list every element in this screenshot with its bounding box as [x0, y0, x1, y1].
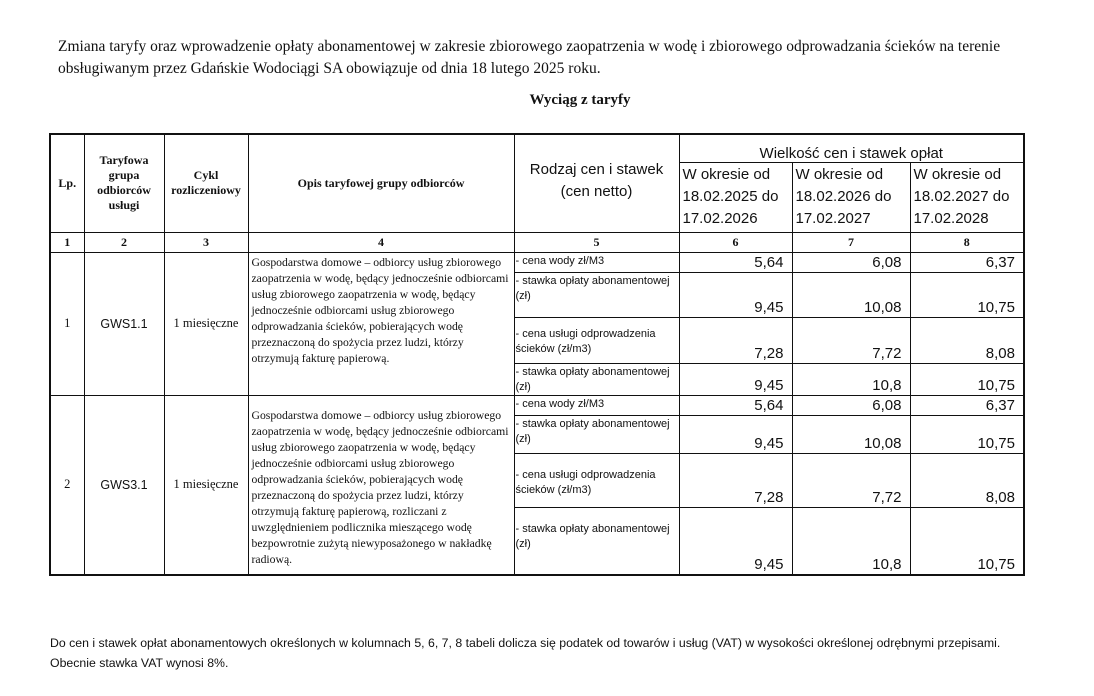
header-lp: Lp. [50, 134, 84, 232]
rate-value-period-3: 10,75 [910, 507, 1024, 575]
row-group: GWS1.1 [84, 252, 164, 395]
col-number: 7 [792, 232, 910, 252]
row-group: GWS3.1 [84, 395, 164, 575]
col-number: 3 [164, 232, 248, 252]
rate-value-period-1: 5,64 [679, 395, 792, 415]
document-title: Wyciąg z taryfy [529, 92, 631, 108]
row-cycle: 1 miesięczne [164, 395, 248, 575]
header-description: Opis taryfowej grupy odbiorców [248, 134, 514, 232]
rate-name: - stawka opłaty abonamentowej (zł) [514, 363, 679, 395]
rate-value-period-1: 9,45 [679, 507, 792, 575]
row-cycle: 1 miesięczne [164, 252, 248, 395]
header-rate-kind: Rodzaj cen i stawek (cen netto) [514, 134, 679, 232]
rate-value-period-1: 7,28 [679, 317, 792, 363]
header-cycle: Cykl rozliczeniowy [164, 134, 248, 232]
row-lp: 2 [50, 395, 84, 575]
rate-value-period-3: 8,08 [910, 317, 1024, 363]
col-number: 1 [50, 232, 84, 252]
rate-value-period-3: 6,37 [910, 252, 1024, 272]
rate-value-period-1: 9,45 [679, 415, 792, 453]
row-description: Gospodarstwa domowe – odbiorcy usług zbiorowego zaopatrzenia w wodę, będący jednocześnie odbiorcami usług zbiorowego zaopatrzenia w wodę, będący jednocześnie odbiorcami usług zbiorowego odprowadzania ścieków, pobierających wodę przeznaczoną do spożycia przez ludzi, którzy otrzymują fakturę papierową, rozliczani z uwzględnieniem podlicznika mieszącego wodę bezpowrotnie zużytą niewyposażonego w nakładkę radiową. [248, 395, 514, 575]
header-group: Taryfowa grupa odbiorców usługi [84, 134, 164, 232]
vat-rate-note: Obecnie stawka VAT wynosi 8%. [50, 656, 229, 670]
rate-name: - stawka opłaty abonamentowej (zł) [514, 507, 679, 575]
rate-value-period-2: 7,72 [792, 317, 910, 363]
col-number: 5 [514, 232, 679, 252]
rate-value-period-2: 10,8 [792, 363, 910, 395]
header-period-2: W okresie od 18.02.2026 do 17.02.2027 [792, 162, 910, 232]
rate-name: - stawka opłaty abonamentowej (zł) [514, 415, 679, 453]
rate-name: - cena usługi odprowadzenia ścieków (zł/m3) [514, 453, 679, 507]
header-period-3: W okresie od 18.02.2027 do 17.02.2028 [910, 162, 1024, 232]
rate-value-period-2: 10,8 [792, 507, 910, 575]
header-period-1: W okresie od 18.02.2025 do 17.02.2026 [679, 162, 792, 232]
col-number: 2 [84, 232, 164, 252]
col-number: 4 [248, 232, 514, 252]
vat-note: Do cen i stawek opłat abonamentowych określonych w kolumnach 5, 6, 7, 8 tabeli dolicza się podatek od towarów i usług (VAT) w wysokości określonej odrębnymi przepisami. [50, 636, 1001, 650]
header-magnitude: Wielkość cen i stawek opłat [679, 134, 1024, 162]
rate-value-period-2: 10,08 [792, 415, 910, 453]
rate-value-period-2: 6,08 [792, 395, 910, 415]
rate-value-period-3: 10,75 [910, 415, 1024, 453]
intro-paragraph: Zmiana taryfy oraz wprowadzenie opłaty abonamentowej w zakresie zbiorowego zaopatrzenia w wodę i zbiorowego odprowadzania ścieków na terenie obsługiwanym przez Gdańskie Wodociągi SA obowiązuje od dnia 18 lutego 2025 roku. [58, 38, 1001, 77]
rate-value-period-2: 7,72 [792, 453, 910, 507]
rate-name: - stawka opłaty abonamentowej (zł) [514, 272, 679, 317]
rate-value-period-3: 6,37 [910, 395, 1024, 415]
tariff-table [49, 133, 1025, 576]
col-number: 8 [910, 232, 1024, 252]
rate-value-period-3: 10,75 [910, 272, 1024, 317]
rate-name: - cena wody zł/M3 [514, 395, 679, 415]
rate-name: - cena usługi odprowadzenia ścieków (zł/m3) [514, 317, 679, 363]
rate-name: - cena wody zł/M3 [514, 252, 679, 272]
col-number: 6 [679, 232, 792, 252]
rate-value-period-2: 6,08 [792, 252, 910, 272]
row-description: Gospodarstwa domowe – odbiorcy usług zbiorowego zaopatrzenia w wodę, będący jednocześnie odbiorcami usług zbiorowego zaopatrzenia w wodę, będący jednocześnie odbiorcami usług zbiorowego odprowadzania ścieków, pobierających wodę przeznaczoną do spożycia przez ludzi, którzy otrzymują fakturę papierową. [248, 252, 514, 395]
rate-value-period-1: 9,45 [679, 363, 792, 395]
rate-value-period-3: 10,75 [910, 363, 1024, 395]
row-lp: 1 [50, 252, 84, 395]
rate-value-period-1: 5,64 [679, 252, 792, 272]
rate-value-period-2: 10,08 [792, 272, 910, 317]
rate-value-period-1: 9,45 [679, 272, 792, 317]
rate-value-period-3: 8,08 [910, 453, 1024, 507]
rate-value-period-1: 7,28 [679, 453, 792, 507]
